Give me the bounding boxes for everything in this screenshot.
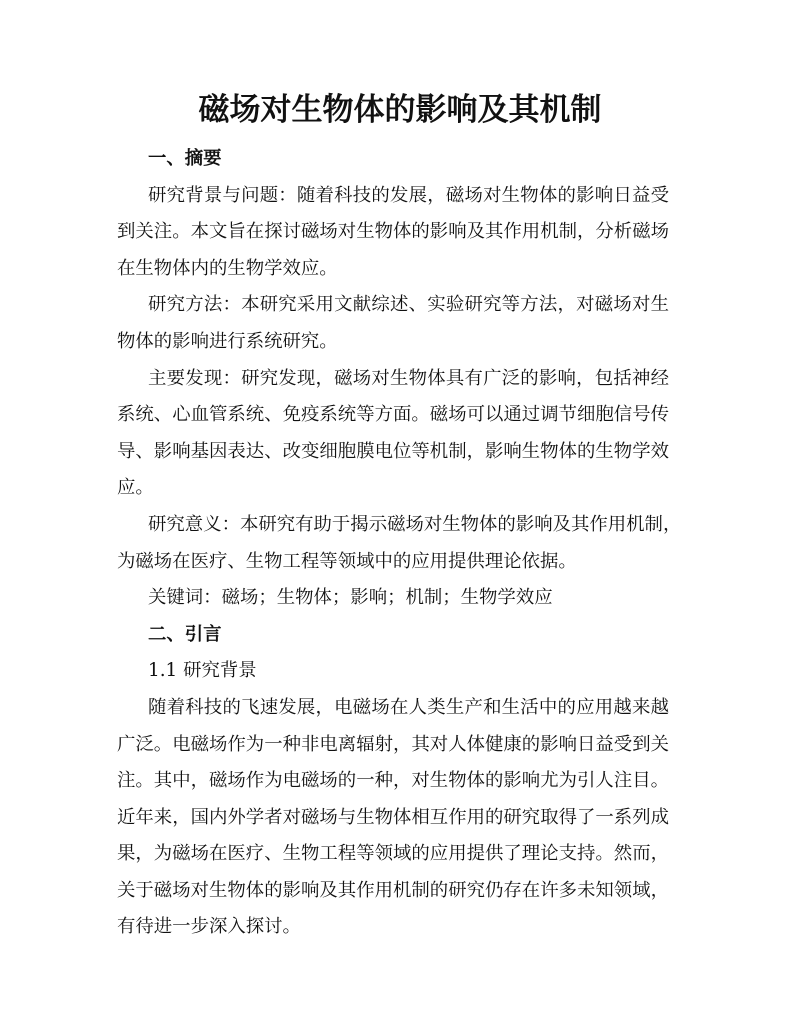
text-line: 近年来，国内外学者对磁场与生物体相互作用的研究取得了一系列成 [117, 806, 669, 828]
document-body [117, 141, 682, 946]
paragraph [117, 507, 682, 580]
paragraph [117, 178, 669, 288]
text-line: 随着科技的飞速发展，电磁场在人类生产和生活中的应用越来越 [148, 696, 669, 718]
text-line: 注。其中，磁场作为电磁场的一种，对生物体的影响尤为引人注目。 [117, 770, 669, 792]
text-line: 研究意义：本研究有助于揭示磁场对生物体的影响及其作用机制， [148, 513, 682, 535]
paragraph [117, 287, 669, 360]
text-line: 主要发现：研究发现，磁场对生物体具有广泛的影响，包括神经 [148, 367, 669, 389]
text-line: 研究背景与问题：随着科技的发展，磁场对生物体的影响日益受 [148, 184, 669, 206]
text-line: 在生物体内的生物学效应。 [117, 257, 338, 279]
text-line: 到关注。本文旨在探讨磁场对生物体的影响及其作用机制，分析磁场 [117, 221, 669, 243]
text-line: 应。 [117, 477, 154, 499]
text-line: 研究方法：本研究采用文献综述、实验研究等方法，对磁场对生 [148, 294, 669, 316]
text-line: 关于磁场对生物体的影响及其作用机制的研究仍存在许多未知领域， [117, 879, 669, 901]
text-line: 关键词：磁场；生物体；影响；机制；生物学效应 [148, 587, 553, 609]
paragraph [117, 653, 669, 690]
text-line: 一、摘要 [148, 148, 222, 169]
text-line: 为磁场在医疗、生物工程等领域中的应用提供理论依据。 [117, 550, 577, 572]
text-line: 二、引言 [148, 623, 222, 645]
text-line: 物体的影响进行系统研究。 [117, 330, 338, 352]
text-line: 果，为磁场在医疗、生物工程等领域的应用提供了理论支持。然而， [117, 843, 669, 865]
paragraph [117, 580, 669, 617]
paragraph [117, 361, 669, 507]
text-line: 广泛。电磁场作为一种非电离辐射，其对人体健康的影响日益受到关 [117, 733, 669, 755]
section-heading [117, 617, 669, 654]
text-line: 导、影响基因表达、改变细胞膜电位等机制，影响生物体的生物学效 [117, 440, 669, 462]
text-line: 有待进一步深入探讨。 [117, 916, 301, 938]
text-line: 1.1 研究背景 [148, 660, 257, 682]
paragraph [117, 690, 669, 946]
text-line: 系统、心血管系统、免疫系统等方面。磁场可以通过调节细胞信号传 [117, 404, 669, 426]
section-heading [117, 141, 669, 178]
document-title: 磁场对生物体的影响及其机制 [198, 92, 602, 128]
